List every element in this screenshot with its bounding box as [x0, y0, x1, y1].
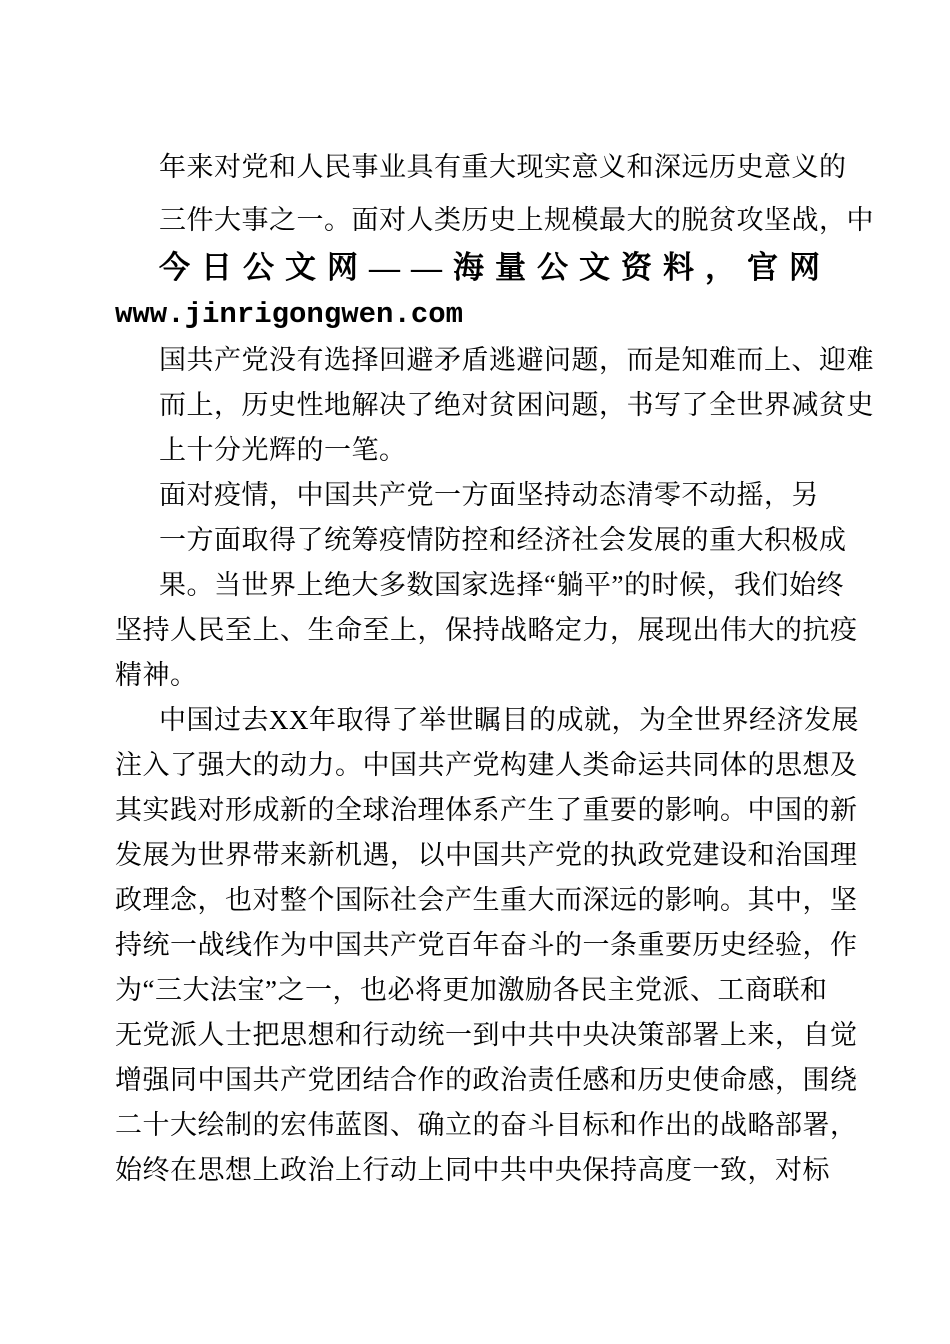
doc-line: 上十分光辉的一笔。 [159, 435, 407, 465]
doc-line: 年来对党和人民事业具有重大现实意义和深远历史意义的 [159, 152, 847, 182]
doc-line: 为“三大法宝”之一，也必将更加激励各民主党派、工商联和 [115, 975, 828, 1005]
doc-line: 果。当世界上绝大多数国家选择“躺平”的时候，我们始终 [159, 570, 844, 600]
doc-line: 发展为世界带来新机遇，以中国共产党的执政党建设和治国理 [115, 840, 858, 870]
doc-line: 二十大绘制的宏伟蓝图、确立的奋斗目标和作出的战略部署， [115, 1110, 858, 1140]
doc-line: 无党派人士把思想和行动统一到中共中央决策部署上来，自觉 [115, 1020, 858, 1050]
doc-line: 持统一战线作为中国共产党百年奋斗的一条重要历史经验，作 [115, 930, 858, 960]
doc-line: 注入了强大的动力。中国共产党构建人类命运共同体的思想及 [115, 750, 858, 780]
promo-url-text: www.jinrigongwen.com [115, 298, 464, 331]
doc-line: 一方面取得了统筹疫情防控和经济社会发展的重大积极成 [159, 525, 847, 555]
doc-line: 中国过去XX年取得了举世瞩目的成就，为全世界经济发展 [159, 705, 859, 735]
doc-line: 坚持人民至上、生命至上，保持战略定力，展现出伟大的抗疫 [115, 615, 858, 645]
doc-line: 政理念，也对整个国际社会产生重大而深远的影响。其中，坚 [115, 885, 858, 915]
doc-line: 国共产党没有选择回避矛盾逃避问题，而是知难而上、迎难 [159, 345, 874, 375]
promo-site-text: 今日公文网——海量公文资料，官网 [159, 250, 831, 285]
doc-line: 增强同中国共产党团结合作的政治责任感和历史使命感，围绕 [115, 1065, 858, 1095]
doc-line: 始终在思想上政治上行动上同中共中央保持高度一致，对标 [115, 1155, 830, 1185]
doc-line: 三件大事之一。面对人类历史上规模最大的脱贫攻坚战，中 [159, 205, 874, 235]
doc-line: 而上，历史性地解决了绝对贫困问题，书写了全世界减贫史 [159, 390, 874, 420]
doc-line: 精神。 [115, 660, 198, 690]
doc-line: 面对疫情，中国共产党一方面坚持动态清零不动摇，另 [159, 480, 819, 510]
doc-line: 其实践对形成新的全球治理体系产生了重要的影响。中国的新 [115, 795, 858, 825]
